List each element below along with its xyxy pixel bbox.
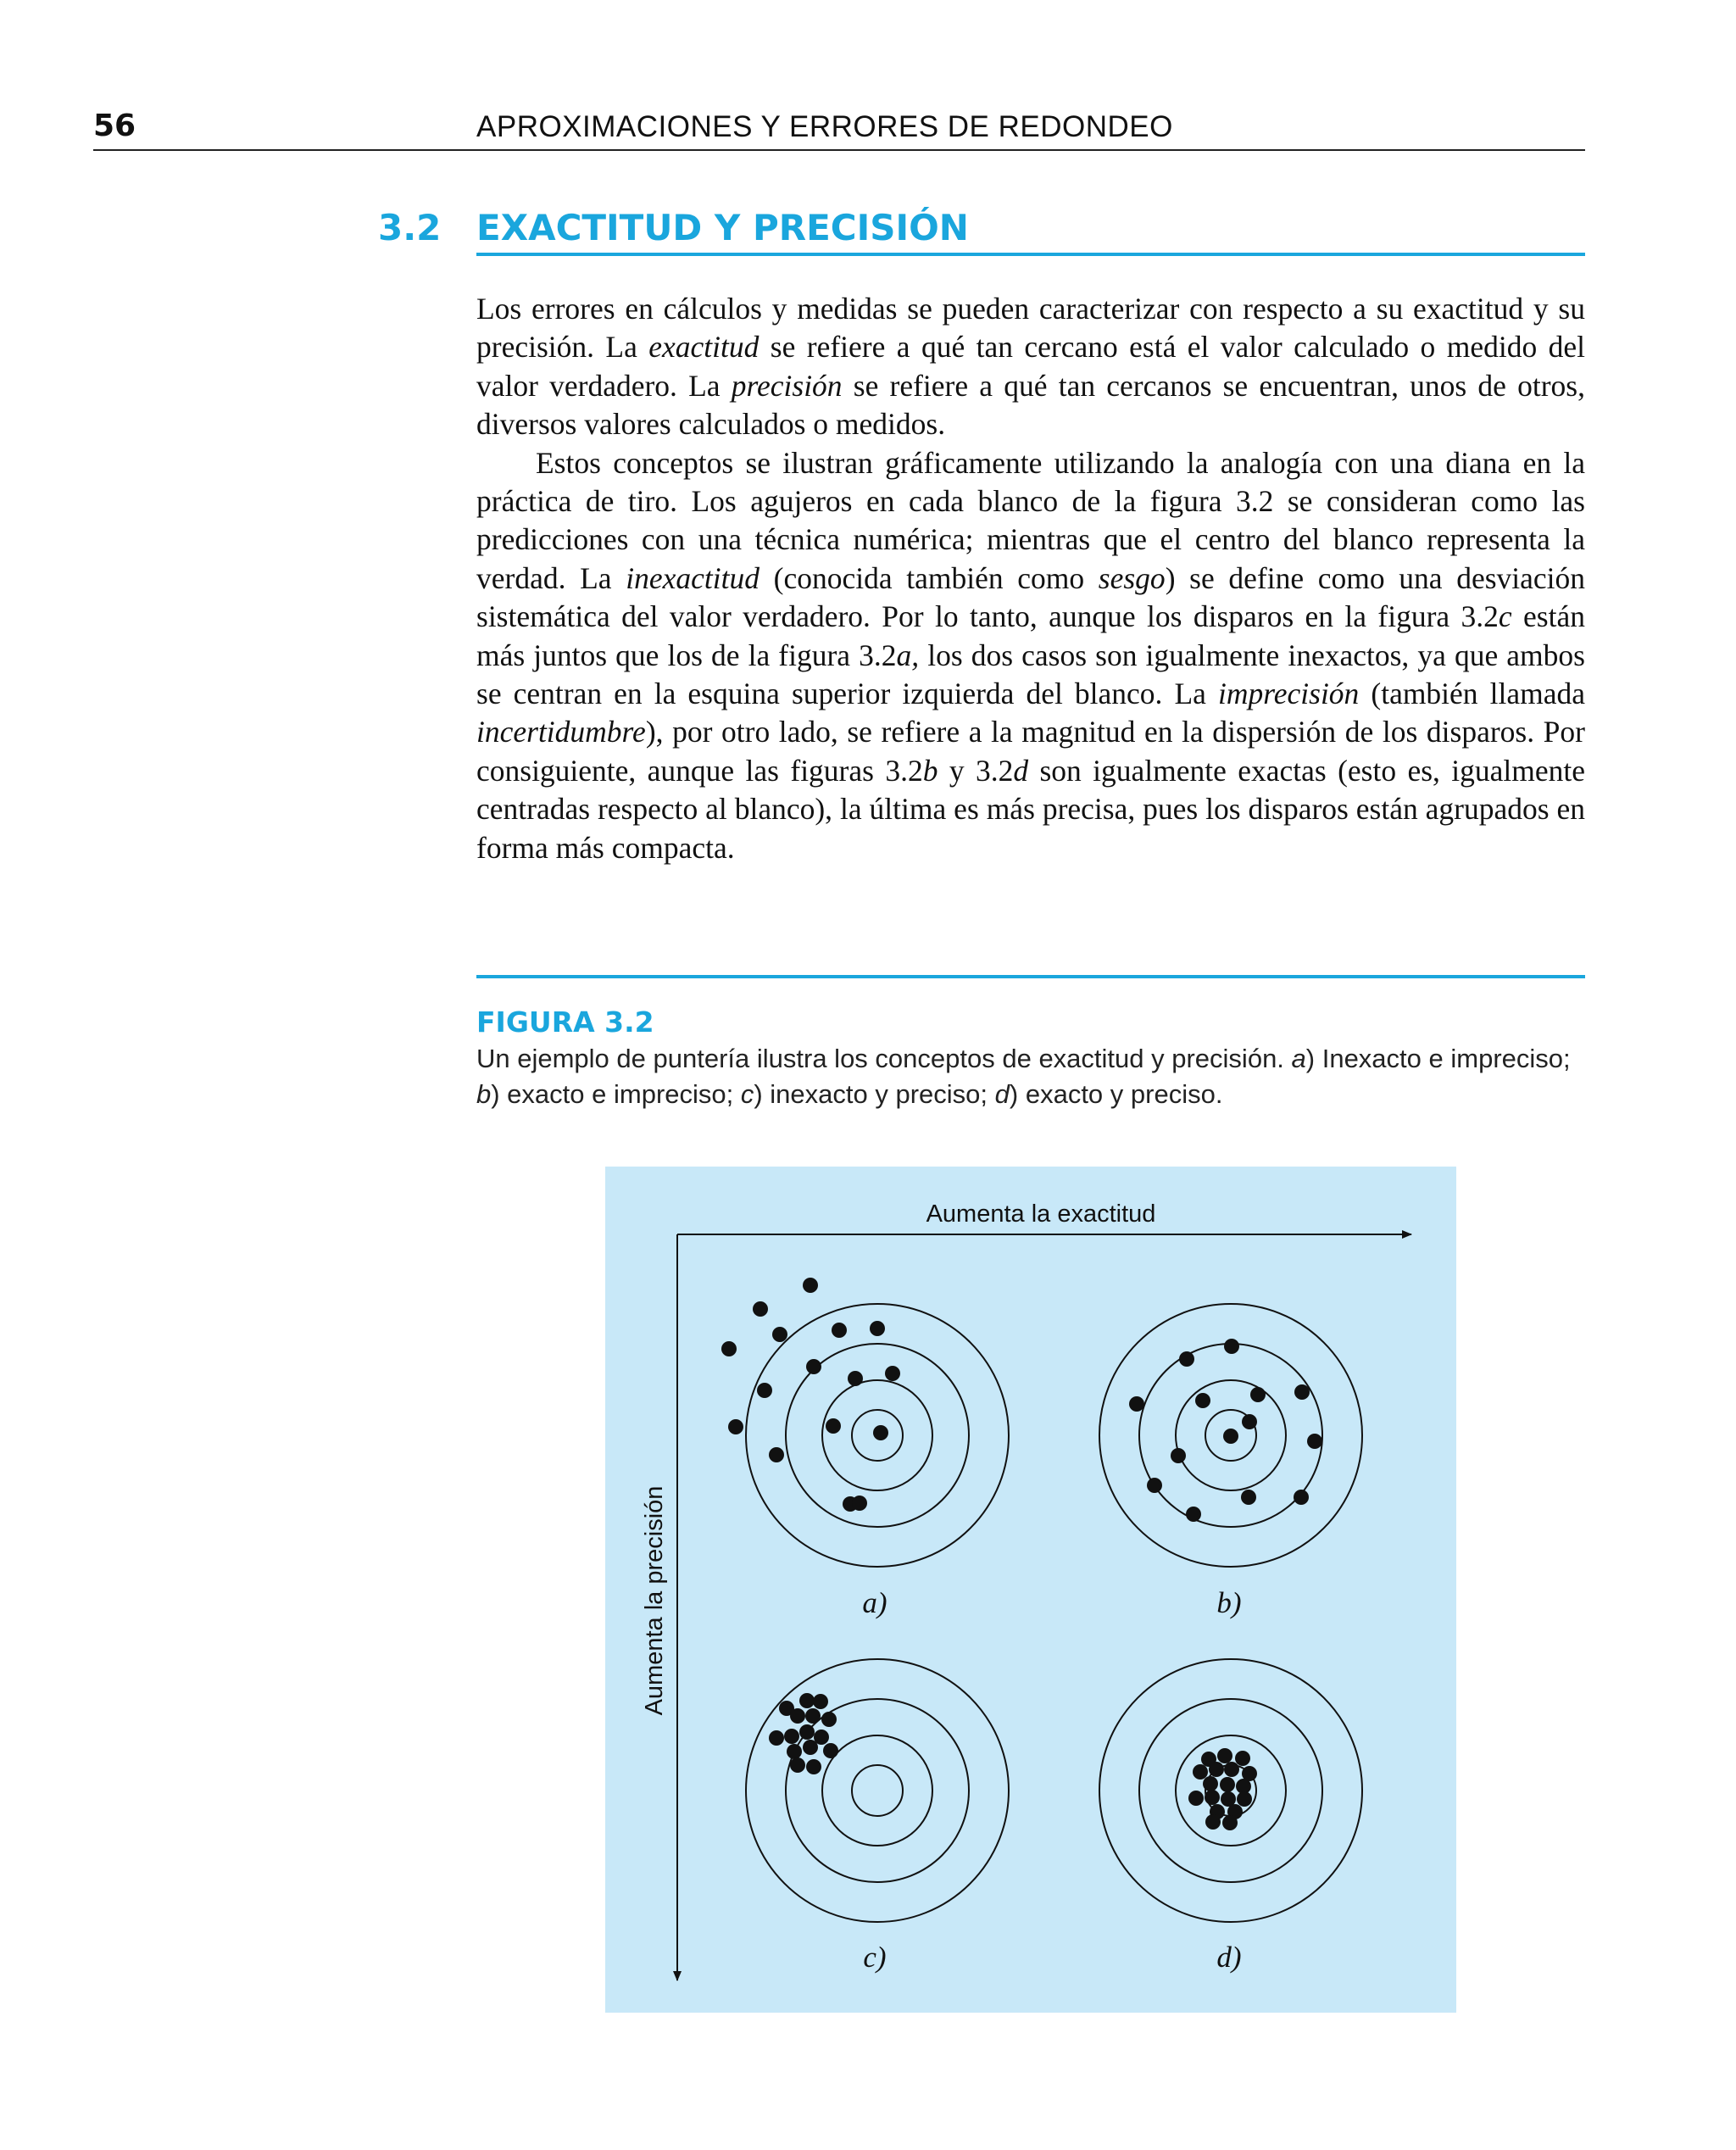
shot-dot [1220,1777,1235,1792]
shot-dot [832,1323,847,1338]
page-number: 56 [93,109,136,143]
shot-dot [1147,1478,1162,1493]
panel-label-a: a) [862,1586,887,1619]
shot-dot [790,1708,805,1724]
shot-dot [803,1278,818,1293]
running-title: APROXIMACIONES Y ERRORES DE REDONDEO [476,110,1173,143]
shot-dot [1209,1762,1224,1777]
shot-dot [769,1730,784,1746]
shot-dot [1250,1387,1266,1402]
italic-term: inexactitud [626,560,760,595]
shot-dot [813,1694,828,1709]
panel-label-b: b) [1216,1586,1242,1619]
shot-dot [885,1366,900,1381]
italic-term: b [476,1079,492,1109]
x-axis-label: Aumenta la exactitud [926,1200,1156,1228]
shot-dot [787,1744,802,1759]
shot-dot [1186,1507,1201,1522]
shot-dot [1242,1414,1257,1429]
italic-term: sesgo [1098,560,1166,595]
shot-dot [1205,1814,1221,1830]
italic-term: d [1013,753,1029,788]
shot-dot [799,1693,815,1708]
panel-label-d: d) [1216,1941,1242,1974]
shot-dot [852,1496,867,1511]
italic-term: incertidumbre [476,715,646,749]
shot-dot [1193,1764,1208,1780]
shot-dot [1235,1751,1250,1766]
shot-dot [1171,1448,1186,1463]
shot-dot [1224,1762,1239,1777]
shot-dot [848,1371,863,1386]
shot-dot [784,1729,799,1744]
shot-dot [1195,1393,1210,1408]
shot-dot [1241,1490,1256,1505]
shot-dot [721,1341,737,1356]
italic-term: a [1291,1044,1306,1073]
shot-dot [1222,1815,1238,1830]
shot-dot [805,1708,821,1724]
shot-dot [769,1447,784,1462]
shot-dot [1294,1384,1310,1400]
shot-dot [790,1757,805,1773]
italic-term: a, [896,638,920,672]
italic-term: precisión [731,368,843,403]
shot-dot [1294,1490,1309,1505]
shot-dot [1129,1396,1144,1412]
shot-dot [1205,1790,1220,1805]
figure-background [605,1167,1456,2013]
shot-dot [1223,1429,1238,1444]
italic-term: imprecisión [1218,677,1360,711]
shot-dot [1224,1339,1239,1354]
italic-term: d [994,1079,1010,1109]
shot-dot [803,1740,818,1755]
panel-label-c: c) [863,1941,887,1974]
paragraph-2: Estos conceptos se ilustran gráficamente utilizando la analogía con una diana en la práctica de tiro. Los agujeros en cada blanco de la figura 3.2 se consideran como las predicciones con una técnica numérica; mientras que el centro del blanco representa la verdad. La inexactitud (conocida también como sesgo) se define como una desviación sistemática del valor verdadero. Por lo tanto, aunque los disparos en la figura 3.2c están más juntos que los de la figura 3.2a, los dos casos son igualmente inexactos, ya que ambos se centran en la esquina superior izquierda del blanco. La imprecisión (también llamada incertidumbre), por otro lado, se refiere a la magnitud en la dispersión de los disparos. Por consiguiente, aunque las figuras 3.2b y 3.2d son igualmente exactas (esto es, igualmente centradas respecto al blanco), la última es más precisa, pues los disparos están agrupados en forma más compacta. [476,445,1586,865]
section-title: EXACTITUD Y PRECISIÓN [476,207,969,248]
figure-label: FIGURA 3.2 [476,1005,654,1039]
italic-term: c [740,1079,754,1109]
shot-dot [772,1327,787,1342]
shot-dot [799,1724,815,1740]
y-axis-label: Aumenta la precisión [641,1485,668,1716]
shot-dot [1179,1351,1194,1367]
section-number: 3.2 [378,207,442,248]
shot-dot [806,1359,821,1374]
shot-dot [826,1418,841,1434]
figure-caption: Un ejemplo de puntería ilustra los conceptos de exactitud y precisión. a) Inexacto e impreciso; b) exacto e impreciso; c) inexacto y preciso; d) exacto y preciso. [476,1044,1571,1109]
shot-dot [1203,1776,1218,1791]
italic-term: exactitud [648,330,760,365]
italic-term: b [922,753,938,788]
paragraph-1: Los errores en cálculos y medidas se pueden caracterizar con respecto a su exactitud y su precisión. La exactitud se refiere a qué tan cercano está el valor calculado o medido del valor verdadero. La precisión se refiere a qué tan cercanos se encuentran, unos de otros, diversos valores calculados o medidos. [476,292,1585,442]
shot-dot [1307,1434,1322,1449]
shot-dot [1188,1791,1204,1806]
shot-dot [1237,1791,1252,1807]
italic-term: c [1498,599,1512,634]
shot-dot [870,1321,885,1336]
shot-dot [753,1301,768,1317]
shot-dot [873,1425,888,1440]
shot-dot [806,1759,821,1774]
shot-dot [728,1419,743,1434]
shot-dot [821,1712,837,1727]
shot-dot [1217,1748,1232,1763]
shot-dot [757,1383,772,1398]
shot-dot [823,1743,838,1758]
